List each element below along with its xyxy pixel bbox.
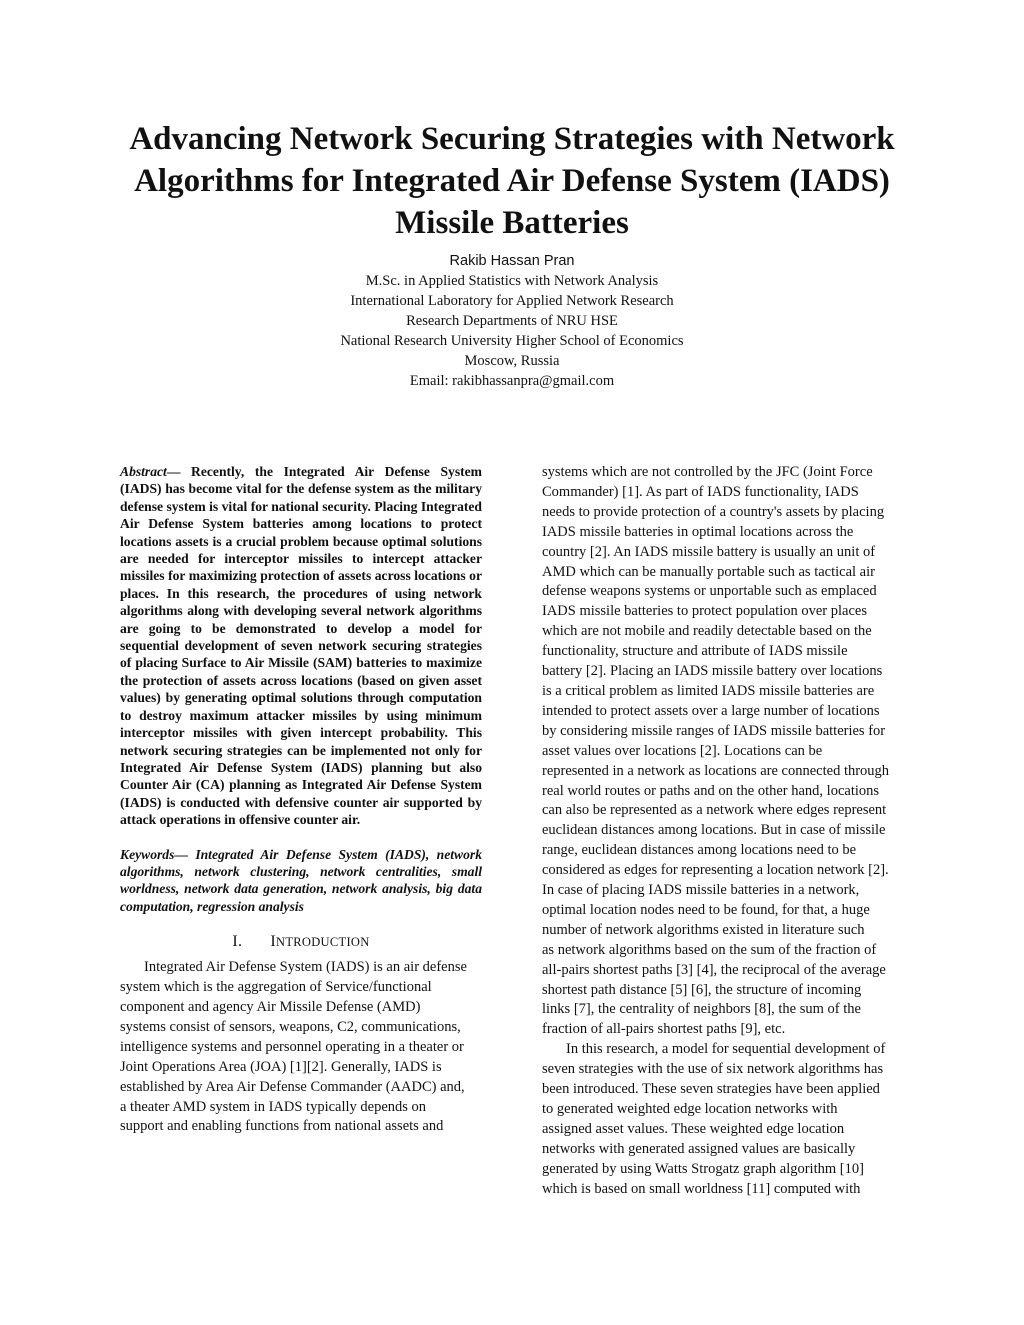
text-line: represented in a network as locations are connected through	[542, 762, 890, 779]
text-line: optimal location nodes need to be found, for that, a huge	[542, 901, 870, 918]
author-name: Rakib Hassan Pran	[449, 253, 575, 269]
text-line: established by Area Air Defense Commander (AADC) and,	[120, 1078, 465, 1095]
text-line: component and agency Air Missile Defense (AMD)	[120, 998, 421, 1015]
abstract	[120, 463, 482, 829]
text-line: defense weapons systems or unportable such as emplaced	[542, 583, 877, 600]
left-column	[120, 463, 482, 1137]
affiliation-line: M.Sc. in Applied Statistics with Network Analysis	[365, 273, 659, 289]
text-line: seven strategies with the use of six network algorithms has	[542, 1061, 884, 1078]
right-column	[542, 463, 904, 1200]
text-line: can also be represented as a network where edges represent	[542, 802, 887, 819]
section-title-initial: I	[270, 933, 276, 951]
text-line: In case of placing IADS missile batteries in a network,	[542, 882, 860, 899]
affiliation-line: International Laboratory for Applied Network Research	[350, 293, 674, 309]
text-line: Joint Operations Area (JOA) [1][2]. Generally, IADS is	[120, 1058, 442, 1075]
text-line: shortest path distance [5] [6], the structure of incoming	[542, 981, 862, 998]
author-email: Email: rakibhassanpra@gmail.com	[409, 373, 615, 389]
text-line: intelligence systems and personnel operating in a theater or	[120, 1038, 464, 1055]
text-line: country [2]. An IADS missile battery is usually an unit of	[542, 543, 876, 560]
text-line: networks with generated assigned values are basically	[542, 1140, 856, 1157]
affiliation-line: Moscow, Russia	[464, 353, 560, 369]
text-line: by considering missile ranges of IADS missile batteries for	[542, 722, 886, 739]
text-line: battery [2]. Placing an IADS missile battery over locations	[542, 663, 883, 680]
section-heading-introduction	[120, 932, 482, 952]
paper-title	[100, 118, 924, 244]
text-line: support and enabling functions from national assets and	[120, 1118, 444, 1135]
affiliation-line: Research Departments of NRU HSE	[406, 313, 618, 329]
author-affiliation	[200, 271, 824, 391]
text-line: been introduced. These seven strategies have been applied	[542, 1081, 880, 1098]
text-line: asset values over locations [2]. Locations can be	[542, 742, 823, 759]
keywords: Keywords— Integrated Air Defense System (IADS), network algorithms, network clustering, network centralities, small worldness, network data generation, network analysis, big data computation, regression analysis	[120, 846, 482, 914]
affiliation-line: National Research University Higher School of Economics	[340, 333, 684, 349]
text-line: links [7], the centrality of neighbors [8], the sum of the	[542, 1001, 861, 1018]
text-line: number of network algorithms existed in literature such	[542, 921, 865, 938]
text-line: euclidean distances among locations. But in case of missile	[542, 822, 886, 839]
text-line: system which is the aggregation of Service/functional	[120, 979, 432, 996]
text-line: as network algorithms based on the sum of the fraction of	[542, 941, 877, 958]
text-line: is a critical problem as limited IADS missile batteries are	[542, 682, 875, 699]
text-line: needs to provide protection of a country's assets by placing	[542, 503, 885, 520]
text-line: functionality, structure and attribute of IADS missile	[542, 643, 848, 660]
abstract-text: — Recently, the Integrated Air Defense System (IADS) has become vital for the defense system as the military defense system is vital for national security. Placing Integrated Air Defense System batteries among locations to protect locations assets is a crucial problem because optimal solutions are needed for interceptor missiles to intercept attacker missiles for maximizing protection of assets across locations or places. In this research, the procedures of using network algorithms along with developing several network algorithms are going to be demonstrated to develop a model for sequential development of seven network securing strategies of placing Surface to Air Missile (SAM) batteries to maximize the protection of assets across locations (based on given asset values) by generating optimal solutions through computation to destroy maximum attacker missiles by using minimum interceptor missiles with given intercept probability. This network securing strategies can be implemented not only for Integrated Air Defense System (IADS) planning but also Counter Air (CA) planning as Integrated Air Defense System (IADS) is conducted with defensive counter air supported by attack operations in offensive counter air.	[120, 464, 482, 828]
text-line: considered as edges for representing a location network [2].	[542, 862, 889, 879]
text-line: systems which are not controlled by the JFC (Joint Force	[542, 464, 873, 480]
body-paragraph	[542, 1040, 904, 1199]
text-line: which are not mobile and readily detectable based on the	[542, 623, 872, 640]
text-line: generated by using Watts Strogatz graph algorithm [10]	[542, 1160, 864, 1177]
text-line: Integrated Air Defense System (IADS) is an air defense	[144, 959, 467, 976]
text-line: IADS missile batteries in optimal locations across the	[542, 523, 854, 540]
text-line: which is based on small worldness [11] computed with	[542, 1180, 861, 1197]
text-line: a theater AMD system in IADS typically depends on	[120, 1098, 427, 1115]
text-line: assigned asset values. These weighted edge location	[542, 1120, 845, 1137]
text-line: all-pairs shortest paths [3] [4], the reciprocal of the average	[542, 961, 886, 978]
title-line: Advancing Network Securing Strategies with Network	[129, 121, 895, 157]
text-line: In this research, a model for sequential development of	[566, 1041, 886, 1058]
abstract-label: Abstract	[120, 464, 167, 479]
text-line: fraction of all-pairs shortest paths [9], etc.	[542, 1021, 786, 1038]
text-line: Commander) [1]. As part of IADS functionality, IADS	[542, 483, 859, 500]
title-line: Missile Batteries	[395, 205, 629, 241]
text-line: systems consist of sensors, weapons, C2, communications,	[120, 1018, 461, 1035]
body-paragraph	[542, 463, 904, 1040]
section-number: I.	[232, 933, 243, 951]
section-title-rest: NTRODUCTION	[276, 935, 370, 950]
text-line: to generated weighted edge location networks with	[542, 1101, 838, 1117]
text-line: AMD which can be manually portable such as tactical air	[542, 563, 875, 580]
title-line: Algorithms for Integrated Air Defense System (IADS)	[134, 163, 890, 199]
text-line: IADS missile batteries to protect population over places	[542, 603, 867, 620]
text-line: intended to protect assets over a large number of locations	[542, 702, 880, 719]
text-line: range, euclidean distances among locations need to be	[542, 842, 857, 859]
text-line: real world routes or paths and on the other hand, locations	[542, 782, 880, 799]
intro-paragraph	[120, 958, 482, 1137]
